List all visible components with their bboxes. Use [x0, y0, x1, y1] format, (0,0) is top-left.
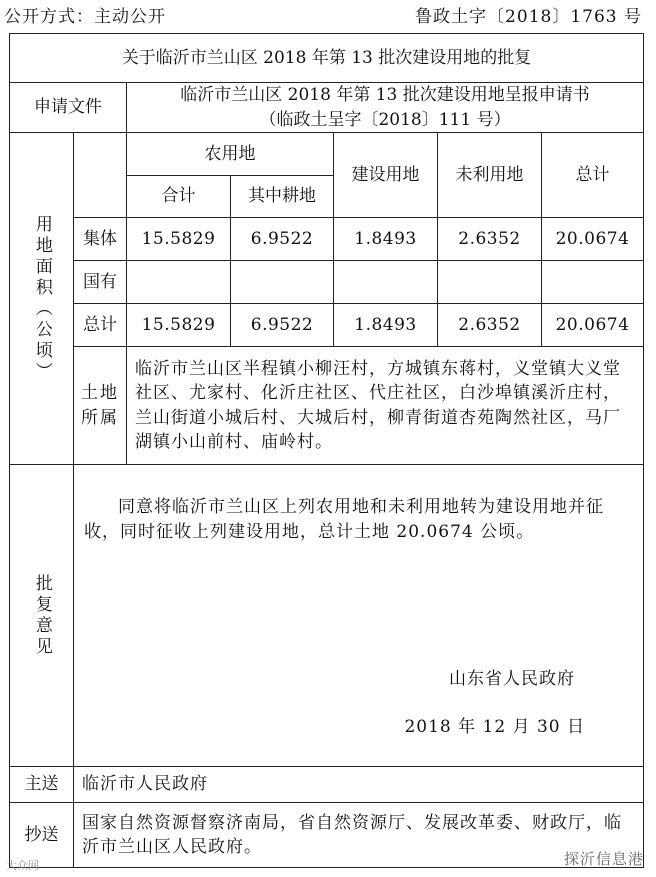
total-value: 20.0674 — [542, 218, 644, 261]
unused-header: 未利用地 — [438, 133, 542, 218]
issuing-authority: 山东省人民政府 — [449, 669, 576, 690]
application-ref: （临政土呈字〔2018〕111 号） — [259, 109, 511, 130]
subtotal-value — [127, 261, 231, 304]
construction-value — [334, 261, 438, 304]
area-label-cell — [10, 133, 74, 465]
send-to-label: 主送 — [10, 767, 74, 803]
application-label: 申请文件 — [10, 83, 127, 133]
table-row — [10, 261, 644, 304]
cc-label: 抄送 — [10, 803, 74, 868]
approval-cell — [74, 465, 644, 767]
document-title: 关于临沂市兰山区 2018 年第 13 批次建设用地的批复 — [10, 34, 644, 83]
document-number: 鲁政土字〔2018〕1763 号 — [415, 7, 642, 27]
row-name: 集体 — [74, 218, 127, 261]
empty-corner — [74, 133, 127, 218]
approval-label: 批复意见 — [31, 573, 52, 658]
subtotal-value: 15.5829 — [127, 304, 231, 347]
approval-table — [9, 33, 644, 868]
unused-value: 2.6352 — [438, 304, 542, 347]
construction-value: 1.8493 — [334, 304, 438, 347]
ownership-label-cell — [74, 347, 127, 465]
total-value: 20.0674 — [542, 304, 644, 347]
row-name: 国有 — [74, 261, 127, 304]
subtotal-header: 合计 — [127, 176, 231, 218]
row-name: 总计 — [74, 304, 127, 347]
send-to-value: 临沂市人民政府 — [74, 767, 644, 803]
total-header: 总计 — [542, 133, 644, 218]
application-title: 临沂市兰山区 2018 年第 13 批次建设用地呈报申请书 — [180, 85, 590, 105]
ownership-label: 土地所属 — [81, 383, 119, 428]
area-label: 用地面积（公顷） — [31, 214, 52, 383]
watermark-right: 探沂信息港 — [563, 850, 644, 868]
arable-value: 6.9522 — [231, 304, 334, 347]
arable-value: 6.9522 — [231, 218, 334, 261]
agri-header: 农用地 — [127, 133, 334, 176]
unused-value — [438, 261, 542, 304]
construction-header: 建设用地 — [334, 133, 438, 218]
total-value — [542, 261, 644, 304]
approval-label-cell — [10, 465, 74, 767]
subtotal-value: 15.5829 — [127, 218, 231, 261]
disclosure-method: 公开方式：主动公开 — [4, 7, 166, 27]
unused-value: 2.6352 — [438, 218, 542, 261]
table-row — [10, 218, 644, 261]
approval-date: 2018 年 12 月 30 日 — [404, 717, 586, 738]
table-row — [10, 304, 644, 347]
watermark-left: 大众网 — [6, 859, 39, 872]
approval-text: 同意将临沂市兰山区上列农用地和未利用地转为建设用地并征收，同时征收上列建设用地，总计土地 20.0674 公顷。 — [84, 497, 604, 542]
construction-value: 1.8493 — [334, 218, 438, 261]
application-document — [127, 83, 644, 133]
arable-value — [231, 261, 334, 304]
arable-header: 其中耕地 — [231, 176, 334, 218]
ownership-text: 临沂市兰山区半程镇小柳汪村，方城镇东蒋村，义堂镇大义堂社区、尤家村、化沂庄社区、代庄社区，白沙埠镇溪沂庄村，兰山街道小城后村、大城后村，柳青街道杏苑陶然社区，马厂湖镇小山前村、庙岭村。 — [127, 347, 644, 465]
cc-value: 国家自然资源督察济南局，省自然资源厅、发展改革委、财政厅，临沂市兰山区人民政府。 — [74, 803, 644, 868]
